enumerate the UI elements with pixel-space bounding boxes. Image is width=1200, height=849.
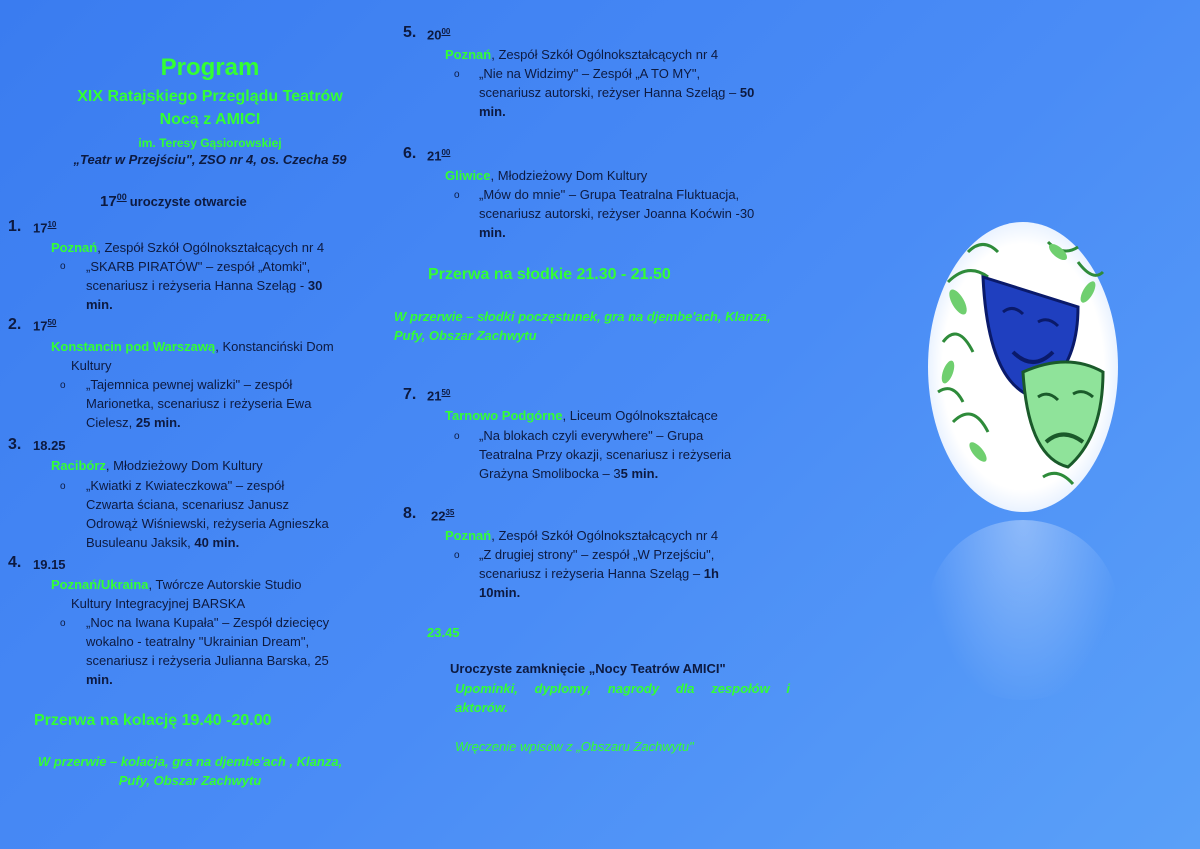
theatre-masks-icon — [928, 222, 1118, 512]
festival-subtitle: Nocą z AMICI — [159, 111, 261, 128]
festival-name: XIX Ratajskiego Przeglądu Teatrów — [77, 88, 343, 105]
item-description: „Na blokach czyli everywhere" – Grupa Teatralna Przy okazji, scenariusz i reżyseria Grażyna Smolibocka – 35 min. — [479, 428, 732, 481]
dinner-break-info: W przerwie – kolacja, gra na djembe'ach , Klanza, Pufy, Obszar Zachwytu — [37, 754, 343, 788]
item-organization-cont: Kultury Integracyjnej BARSKA — [71, 596, 246, 611]
closing-time: 23.45 — [427, 625, 460, 640]
item-description: „Tajemnica pewnej walizki" – zespół Marionetka, scenariusz i reżyseria Ewa Cielesz, 25 min. — [86, 377, 312, 430]
item-time: $20^{00}$ — [427, 27, 451, 43]
bullet-icon: o — [60, 618, 66, 629]
bullet-icon: o — [454, 69, 460, 80]
item-time: $22^{35}$ — [431, 508, 455, 524]
item-organization: Gliwice, Młodzieżowy Dom Kultury — [445, 168, 648, 183]
venue-line: „Teatr w Przejściu", ZSO nr 4, os. Czecha 59 — [73, 152, 347, 167]
item-description: „Noc na Iwana Kupała" – Zespół dziecięcy wokalno - teatralny "Ukrainian Dream", scenariusz i reżyseria Julianna Barska, 25 min. — [86, 615, 330, 687]
item-number: 1. — [8, 218, 22, 235]
item-time: $21^{50}$ — [427, 388, 451, 404]
bullet-icon: o — [454, 550, 460, 561]
item-organization-cont: Kultury — [71, 358, 112, 373]
item-time: 18.25 — [33, 438, 66, 453]
opening-min: 00 — [116, 192, 127, 202]
item-number: 5. — [403, 24, 417, 41]
item-organization: Poznań, Zespół Szkół Ogólnokształcących nr 4 — [445, 47, 719, 62]
opening-hour: 17 — [100, 193, 117, 210]
opening-line — [100, 192, 247, 210]
item-time: $17^{10}$ — [33, 220, 57, 236]
sweets-break-title: Przerwa na słodkie 21.30 - 21.50 — [428, 266, 671, 283]
bullet-icon: o — [60, 380, 66, 391]
item-description: „SKARB PIRATÓW" – zespół „Atomki", scenariusz i reżyseria Hanna Szeląg - 30 min. — [86, 259, 323, 312]
item-time: $17^{50}$ — [33, 318, 57, 334]
item-description: „Nie na Widzimy" – Zespół „A TO MY", scenariusz autorski, reżyser Hanna Szeląg – 50 min. — [479, 66, 755, 119]
item-organization: Tarnowo Podgórne, Liceum Ogólnokształcące — [445, 408, 718, 423]
item-description: „Z drugiej strony" – zespół „W Przejściu", scenariusz i reżyseria Hanna Szeląg – 1h 10min. — [479, 547, 719, 600]
closing-entries: Wręczenie wpisów z „Obszaru Zachwytu" — [455, 739, 694, 754]
closing-awards: Upominki, dyplomy, nagrody dla zespołów i aktorów. — [455, 681, 790, 715]
item-organization: Konstancin pod Warszawą, Konstanciński Dom — [51, 339, 334, 354]
item-time: 19.15 — [33, 557, 66, 572]
item-number: 7. — [403, 386, 417, 403]
item-number: 8. — [403, 505, 417, 522]
bullet-icon: o — [454, 190, 460, 201]
closing-title: Uroczyste zamknięcie „Nocy Teatrów AMICI" — [450, 661, 726, 676]
dinner-break-title: Przerwa na kolację 19.40 -20.00 — [34, 712, 272, 729]
item-number: 6. — [403, 145, 417, 162]
item-organization: Poznań, Zespół Szkół Ogólnokształcących nr 4 — [51, 240, 325, 255]
item-organization: Racibórz, Młodzieżowy Dom Kultury — [51, 458, 263, 473]
item-number: 4. — [8, 554, 22, 571]
bullet-icon: o — [60, 261, 66, 272]
patron-line: im. Teresy Gąsiorowskiej — [138, 136, 282, 150]
item-number: 3. — [8, 436, 22, 453]
item-organization: Poznań/Ukraina, Twórcze Autorskie Studio — [51, 577, 302, 592]
masks-reflection — [928, 520, 1118, 700]
item-description: „Mów do mnie" – Grupa Teatralna Fluktuacja, scenariusz autorski, reżyser Joanna Koćwin -30 min. — [479, 187, 755, 240]
bullet-icon: o — [60, 481, 66, 492]
bullet-icon: o — [454, 431, 460, 442]
item-number: 2. — [8, 316, 22, 333]
item-organization: Poznań, Zespół Szkół Ogólnokształcących nr 4 — [445, 528, 719, 543]
sweets-break-info: W przerwie – słodki poczęstunek, gra na djembe'ach, Klanza, Pufy, Obszar Zachwytu — [394, 309, 771, 343]
item-time: $21^{00}$ — [427, 148, 451, 164]
item-description: „Kwiatki z Kwiateczkowa" – zespół Czwarta ściana, scenariusz Janusz Odrowąż Wiśniewski, reżyseria Agnieszka Busuleanu Jaksik, 40 min. — [86, 478, 329, 550]
opening-text: uroczyste otwarcie — [129, 194, 247, 209]
page-title: Program — [160, 54, 260, 81]
